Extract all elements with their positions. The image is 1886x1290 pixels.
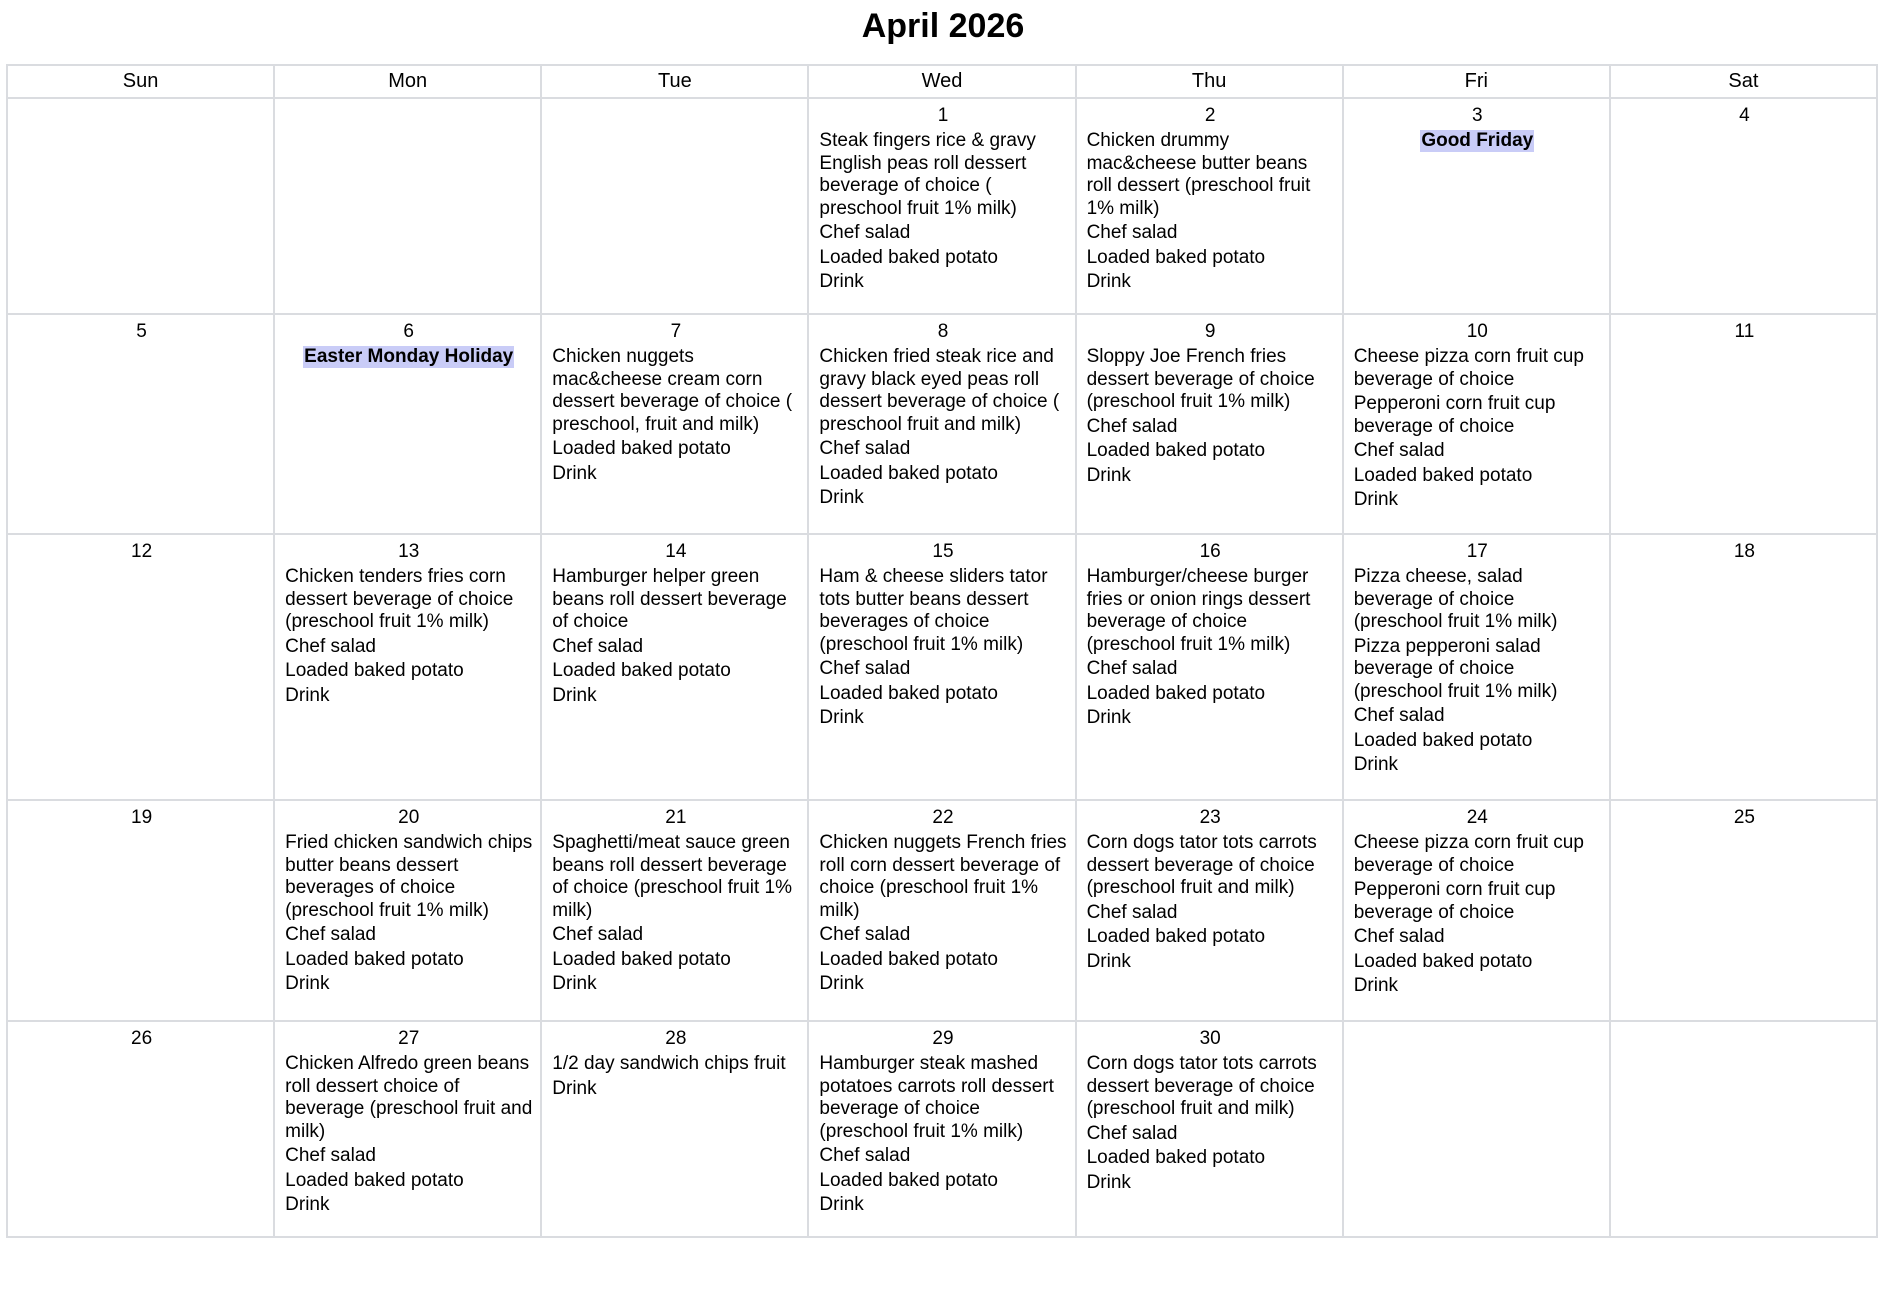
menu-entry[interactable]: Loaded baked potato [285, 1169, 464, 1191]
week-row [7, 1021, 1877, 1237]
menu-entry[interactable]: Chef salad [1353, 926, 1445, 947]
menu-entry[interactable]: Chicken drummy mac&cheese butter beans roll dessert (preschool fruit 1% milk) [1086, 130, 1311, 219]
menu-entry[interactable]: Drink [1086, 950, 1131, 972]
day-cell[interactable] [1343, 314, 1610, 534]
menu-entry[interactable]: Loaded baked potato [552, 948, 731, 970]
menu-entry[interactable]: Chicken Alfredo green beans roll dessert choice of beverage (preschool fruit and milk) [285, 1053, 533, 1142]
menu-entry[interactable]: Chef salad [819, 658, 911, 679]
day-cell[interactable] [1076, 1021, 1343, 1237]
day-cell[interactable] [1343, 98, 1610, 314]
day-number: 5 [136, 321, 147, 342]
holiday-label-wrap [285, 346, 532, 368]
day-number: 30 [1199, 1028, 1221, 1049]
calendar-grid [6, 64, 1878, 1238]
menu-entry[interactable]: Loaded baked potato [1086, 440, 1266, 461]
day-number: 20 [398, 807, 420, 828]
day-number: 24 [1466, 807, 1488, 828]
weekday-header: Tue [541, 65, 808, 98]
menu-entry[interactable]: Chef salad [285, 924, 376, 945]
menu-entry[interactable]: Cheese pizza corn fruit cup beverage of choice [1353, 832, 1584, 876]
day-cell[interactable] [1076, 314, 1343, 534]
day-cell[interactable] [7, 1021, 274, 1237]
menu-entry[interactable]: Chicken tenders fries corn dessert beverage of choice (preschool fruit 1% milk) [285, 566, 514, 632]
day-number: 22 [932, 807, 954, 828]
menu-entry[interactable]: Chef salad [552, 924, 644, 945]
page-title: April 2026 [861, 7, 1025, 45]
day-cell[interactable] [541, 98, 808, 314]
menu-entry[interactable]: Loaded baked potato [1353, 729, 1533, 751]
menu-entry[interactable]: Pepperoni corn fruit cup beverage of choice [1353, 879, 1556, 923]
holiday-label[interactable]: Easter Monday Holiday [304, 346, 514, 367]
menu-entry[interactable]: Corn dogs tator tots carrots dessert beverage of choice (preschool fruit and milk) [1086, 1053, 1317, 1119]
day-number: 1 [937, 105, 949, 126]
menu-entry[interactable]: Chef salad [1353, 440, 1445, 461]
menu-entry[interactable]: Drink [1086, 1171, 1131, 1193]
day-number: 21 [665, 807, 687, 828]
menu-entry[interactable]: Hamburger helper green beans roll dessert beverage of choice [552, 566, 787, 632]
menu-entry[interactable]: Steak fingers rice & gravy English peas roll dessert beverage of choice ( preschool fruit 1% milk) [819, 130, 1036, 219]
day-cell[interactable] [1343, 800, 1610, 1021]
day-number: 18 [1733, 541, 1755, 562]
day-number: 26 [131, 1028, 153, 1049]
day-number: 29 [932, 1028, 954, 1049]
day-cell[interactable] [808, 98, 1075, 314]
weekday-header: Thu [1076, 65, 1343, 98]
menu-entry[interactable]: Drink [819, 1194, 864, 1215]
menu-entry[interactable]: Loaded baked potato [819, 1169, 998, 1191]
day-cell[interactable] [274, 534, 541, 800]
menu-entry[interactable]: Chef salad [1086, 222, 1178, 243]
day-cell[interactable] [808, 314, 1075, 534]
menu-entry[interactable]: Corn dogs tator tots carrots dessert beverage of choice (preschool fruit and milk) [1086, 832, 1317, 898]
menu-entry[interactable]: Chef salad [819, 222, 911, 243]
menu-entry[interactable]: Sloppy Joe French fries dessert beverage of choice (preschool fruit 1% milk) [1086, 346, 1315, 412]
menu-entry[interactable]: Loaded baked potato [1353, 950, 1533, 972]
day-cell[interactable] [541, 800, 808, 1021]
weekday-header-row [7, 65, 1877, 98]
day-number: 25 [1733, 807, 1755, 828]
menu-entry[interactable]: Drink [1086, 271, 1131, 292]
week-row [7, 98, 1877, 314]
menu-entry[interactable]: Drink [552, 462, 597, 484]
day-cell[interactable] [1610, 534, 1877, 800]
menu-entry[interactable]: Drink [819, 271, 864, 292]
menu-entry[interactable]: Chef salad [819, 438, 911, 459]
weekday-header: Wed [808, 65, 1075, 98]
menu-entry[interactable]: 1/2 day sandwich chips fruit [552, 1053, 786, 1074]
day-number: 27 [398, 1028, 420, 1049]
weekday-header: Sun [7, 65, 274, 98]
day-number: 19 [131, 807, 153, 828]
menu-entry[interactable]: Drink [552, 1077, 597, 1099]
day-cell[interactable] [1076, 800, 1343, 1021]
day-cell[interactable] [808, 1021, 1075, 1237]
menu-entry[interactable]: Pizza pepperoni salad beverage of choice (preschool fruit 1% milk) [1353, 635, 1558, 702]
day-cell[interactable] [274, 800, 541, 1021]
day-cell[interactable] [274, 314, 541, 534]
menu-entry[interactable]: Loaded baked potato [819, 246, 998, 268]
menu-entry[interactable]: Loaded baked potato [552, 438, 731, 459]
day-cell[interactable] [1610, 98, 1877, 314]
menu-entry[interactable]: Drink [552, 684, 597, 706]
menu-entry[interactable]: Fried chicken sandwich chips butter beans dessert beverages of choice (preschool fruit 1% milk) [285, 832, 533, 921]
weekday-header: Sat [1610, 65, 1877, 98]
weekday-header: Mon [274, 65, 541, 98]
day-number: 23 [1199, 807, 1221, 828]
menu-entry[interactable]: Loaded baked potato [819, 948, 998, 970]
day-number: 6 [403, 321, 414, 342]
menu-entry[interactable]: Drink [819, 487, 864, 508]
menu-entry[interactable]: Drink [552, 973, 597, 994]
day-cell[interactable] [274, 1021, 541, 1237]
day-number: 3 [1471, 105, 1483, 126]
day-number: 16 [1199, 541, 1221, 562]
day-cell[interactable] [1076, 98, 1343, 314]
menu-entry[interactable]: Chef salad [285, 1145, 376, 1166]
menu-entry[interactable]: Cheese pizza corn fruit cup beverage of choice [1353, 346, 1584, 390]
day-cell[interactable] [541, 534, 808, 800]
holiday-label[interactable]: Good Friday [1421, 130, 1534, 151]
week-row [7, 534, 1877, 800]
menu-entry[interactable]: Loaded baked potato [1353, 464, 1533, 486]
day-cell[interactable] [7, 314, 274, 534]
day-number: 15 [932, 541, 954, 562]
week-row [7, 800, 1877, 1021]
calendar-body [7, 98, 1877, 1237]
menu-entry[interactable]: Ham & cheese sliders tator tots butter beans dessert beverages of choice (preschool fruit 1% milk) [819, 566, 1048, 655]
day-number: 4 [1739, 105, 1750, 126]
menu-entry[interactable]: Chef salad [1086, 1122, 1178, 1144]
day-cell[interactable] [274, 98, 541, 314]
menu-entry[interactable]: Loaded baked potato [1086, 246, 1266, 268]
menu-entry[interactable]: Loaded baked potato [552, 660, 731, 681]
day-cell[interactable] [541, 1021, 808, 1237]
day-cell[interactable] [808, 534, 1075, 800]
menu-entry[interactable]: Chef salad [1086, 901, 1178, 923]
week-row [7, 314, 1877, 534]
menu-entry[interactable]: Chicken fried steak rice and gravy black eyed peas roll dessert beverage of choice ( preschool fruit and milk) [819, 346, 1060, 435]
menu-entry[interactable]: Chef salad [1086, 658, 1178, 679]
day-cell[interactable] [1343, 534, 1610, 800]
weekday-header: Fri [1343, 65, 1610, 98]
holiday-label-wrap [1354, 130, 1601, 152]
menu-entry[interactable]: Drink [819, 973, 864, 994]
day-number: 9 [1204, 321, 1216, 342]
menu-entry[interactable]: Chef salad [552, 635, 644, 657]
menu-entry[interactable]: Loaded baked potato [1086, 682, 1266, 704]
menu-entry[interactable]: Pizza cheese, salad beverage of choice (preschool fruit 1% milk) [1353, 566, 1558, 632]
menu-entry[interactable]: Hamburger/cheese burger fries or onion rings dessert beverage of choice (preschool fruit 1% milk) [1086, 566, 1311, 655]
menu-entry[interactable]: Loaded baked potato [285, 948, 464, 970]
menu-entry[interactable]: Drink [285, 973, 330, 994]
menu-entry[interactable]: Loaded baked potato [819, 682, 998, 704]
menu-entry[interactable]: Spaghetti/meat sauce green beans roll dessert beverage of choice (preschool fruit 1% milk) [552, 832, 793, 921]
menu-entry[interactable]: Drink [285, 684, 330, 706]
day-cell[interactable] [7, 534, 274, 800]
day-number: 10 [1466, 321, 1488, 342]
menu-entry[interactable]: Drink [1353, 754, 1399, 775]
menu-entry[interactable]: Chef salad [285, 635, 376, 657]
day-cell[interactable] [7, 98, 274, 314]
menu-entry[interactable]: Drink [1086, 707, 1131, 728]
day-cell[interactable] [7, 800, 274, 1021]
menu-entry[interactable]: Chicken nuggets mac&cheese cream corn dessert beverage of choice ( preschool, fruit and milk) [552, 346, 793, 435]
menu-entry[interactable]: Drink [1353, 489, 1399, 510]
menu-entry[interactable]: Chef salad [1353, 705, 1445, 726]
menu-entry[interactable]: Chef salad [819, 1145, 911, 1166]
day-cell[interactable] [1343, 1021, 1610, 1237]
day-number: 11 [1734, 321, 1755, 342]
menu-entry[interactable]: Chef salad [1086, 415, 1178, 437]
day-number: 14 [665, 541, 687, 562]
menu-entry[interactable]: Drink [285, 1194, 330, 1215]
day-number: 7 [670, 321, 682, 342]
day-cell[interactable] [1610, 1021, 1877, 1237]
menu-entry[interactable]: Hamburger steak mashed potatoes carrots roll dessert beverage of choice (preschool fruit 1% milk) [819, 1053, 1054, 1142]
day-cell[interactable] [541, 314, 808, 534]
menu-entry[interactable]: Loaded baked potato [285, 660, 464, 681]
day-number: 8 [937, 321, 949, 342]
day-number: 13 [398, 541, 420, 562]
day-number: 28 [665, 1028, 687, 1049]
day-number: 2 [1204, 105, 1216, 126]
day-cell[interactable] [1610, 800, 1877, 1021]
menu-entry[interactable]: Loaded baked potato [1086, 1147, 1266, 1168]
menu-entry[interactable]: Loaded baked potato [819, 462, 998, 484]
menu-entry[interactable]: Chicken nuggets French fries roll corn dessert beverage of choice (preschool fruit 1% milk) [819, 832, 1067, 921]
day-number: 17 [1466, 541, 1488, 562]
menu-entry[interactable]: Drink [819, 707, 864, 728]
day-number: 12 [131, 541, 153, 562]
day-cell[interactable] [808, 800, 1075, 1021]
day-cell[interactable] [1076, 534, 1343, 800]
menu-entry[interactable]: Pepperoni corn fruit cup beverage of choice [1353, 393, 1556, 437]
menu-entry[interactable]: Chef salad [819, 924, 911, 945]
menu-entry[interactable]: Loaded baked potato [1086, 926, 1266, 947]
day-cell[interactable] [1610, 314, 1877, 534]
menu-entry[interactable]: Drink [1086, 464, 1131, 486]
menu-entry[interactable]: Drink [1353, 975, 1399, 996]
